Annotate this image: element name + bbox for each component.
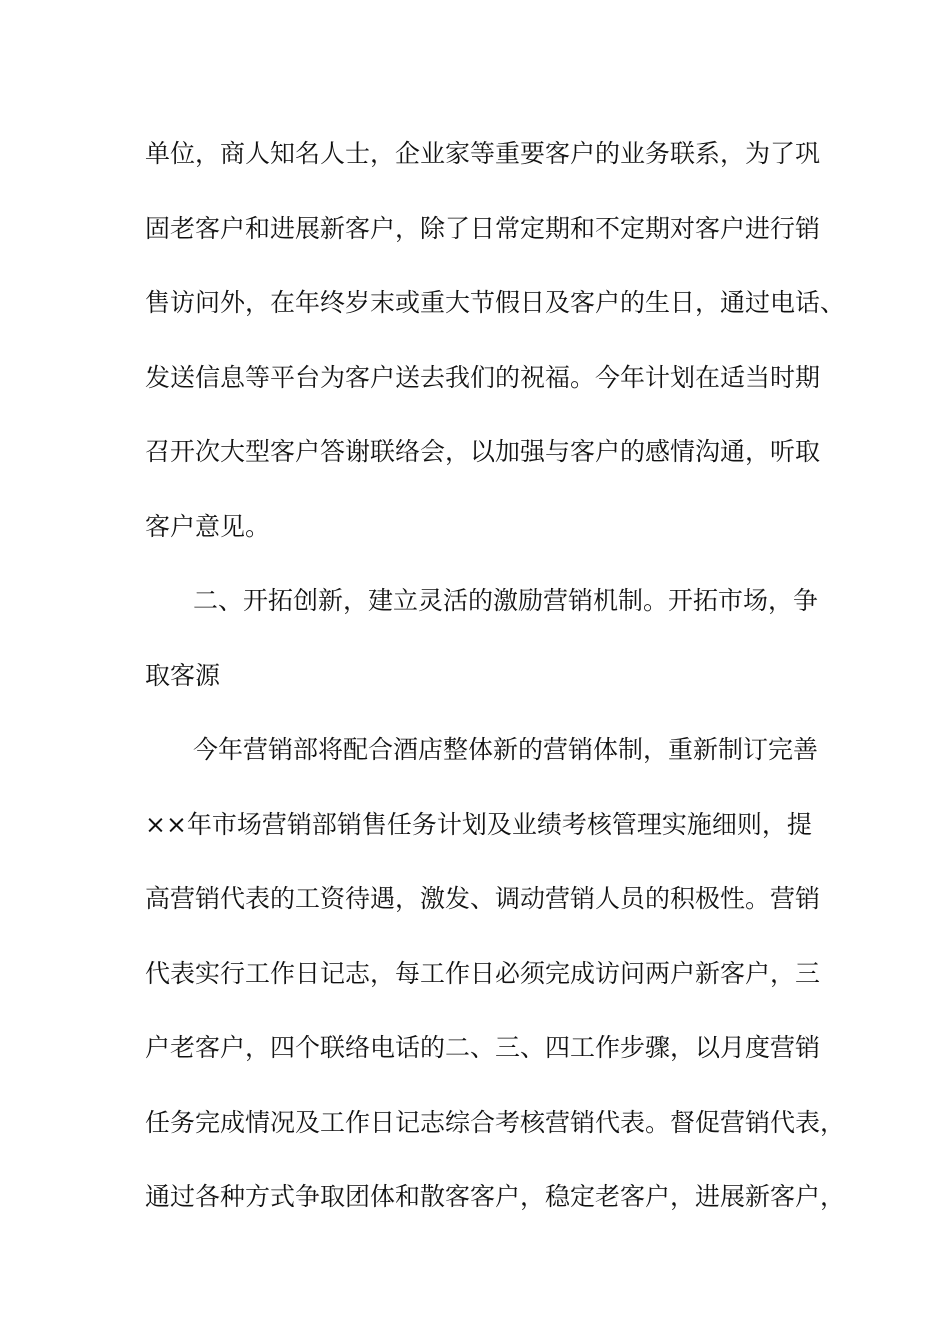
text-line: 单位，商人知名人士，企业家等重要客户的业务联系，为了巩	[145, 139, 821, 168]
text-line: 客户意见。	[145, 511, 271, 541]
text-line: 通过各种方式争取团体和散客客户，稳定老客户，进展新客户，	[145, 1182, 846, 1211]
section-heading-line: 二、开拓创新，建立灵活的激励营销机制。开拓市场，争	[193, 586, 819, 615]
text-line: 任务完成情况及工作日记志综合考核营销代表。督促营销代表，	[145, 1107, 846, 1137]
paragraph-start-line: 今年营销部将配合酒店整体新的营销体制，重新制订完善	[193, 735, 819, 764]
text-line: 户老客户，四个联络电话的二、三、四工作步骤，以月度营销	[145, 1033, 821, 1062]
text-line: 代表实行工作日记志，每工作日必须完成访问两户新客户，三	[145, 958, 821, 988]
text-line: 召开次大型客户答谢联络会，以加强与客户的感情沟通，听取	[145, 437, 821, 466]
text-line: 发送信息等平台为客户送去我们的祝福。今年计划在适当时期	[145, 362, 821, 392]
text-line: ××年市场营销部销售任务计划及业绩考核管理实施细则，提	[145, 809, 812, 839]
text-line: 高营销代表的工资待遇，激发、调动营销人员的积极性。营销	[145, 884, 821, 913]
section-heading-line: 取客源	[145, 660, 221, 690]
text-line: 售访问外，在年终岁末或重大节假日及客户的生日，通过电话、	[145, 288, 846, 317]
text-line: 固老客户和进展新客户，除了日常定期和不定期对客户进行销	[145, 213, 821, 243]
document-body	[145, 128, 846, 1246]
